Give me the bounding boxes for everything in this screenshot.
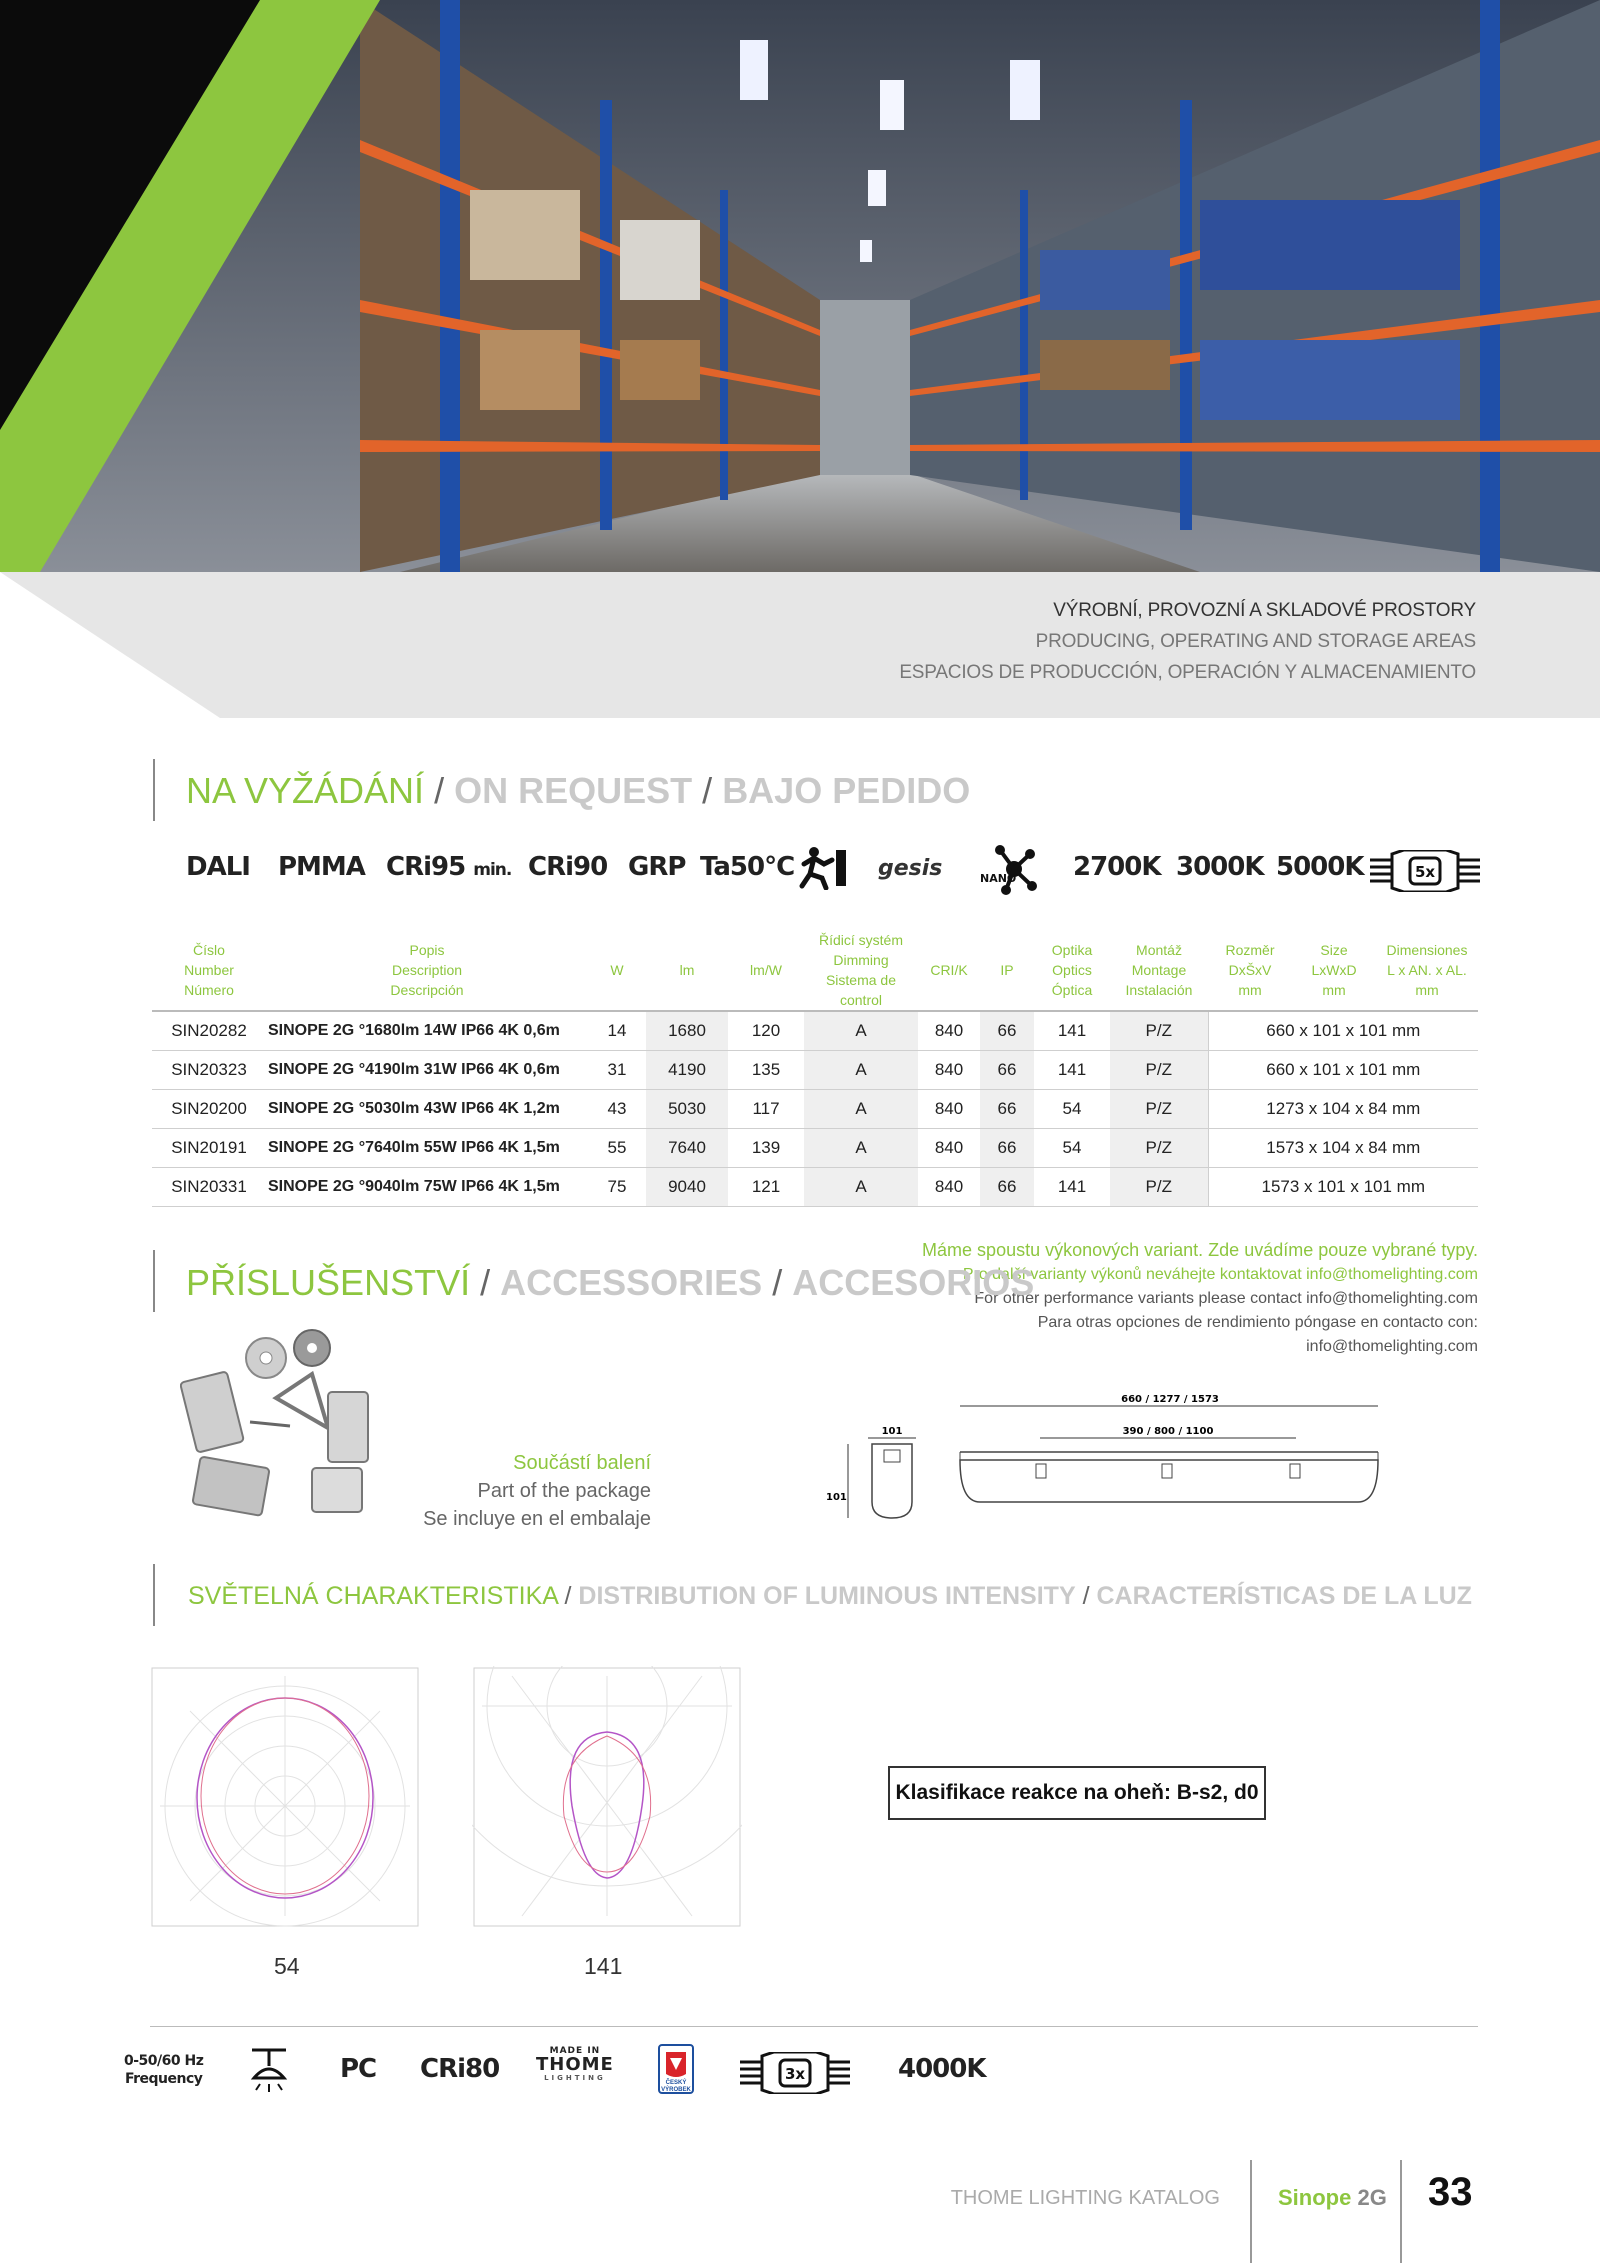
- cell-w: 31: [588, 1051, 646, 1090]
- made-in-label: MADE IN: [549, 2046, 601, 2056]
- 5x-label: 5x: [1414, 863, 1436, 881]
- title-separator: /: [772, 1262, 783, 1303]
- header-line: mm: [1238, 982, 1262, 998]
- header-line: Number: [184, 962, 234, 978]
- header-line: Montage: [1131, 962, 1187, 978]
- cell-dimensions: 1573 x 101 x 101 mm: [1208, 1168, 1478, 1207]
- header-line: Optics: [1052, 962, 1092, 978]
- header-line: W: [610, 962, 624, 978]
- header-line: lm/W: [750, 962, 782, 978]
- header-line: L x AN. x AL.: [1387, 962, 1467, 978]
- drawing-length-label: 660 / 1277 / 1573: [1121, 1394, 1219, 1405]
- hero-warehouse-image: [0, 0, 1600, 572]
- gesis-logo: gesis: [878, 856, 943, 881]
- feature-3000k: 3000K: [1176, 852, 1264, 882]
- divider: [150, 2026, 1478, 2027]
- ceiling-mount-icon: [248, 2046, 290, 2097]
- cell-ip: 66: [980, 1090, 1034, 1129]
- footer-product-version: 2G: [1357, 2185, 1387, 2210]
- feature-ta: Ta50°C: [700, 852, 795, 882]
- cell-dim: A: [804, 1051, 918, 1090]
- cell-mount: P/Z: [1110, 1090, 1208, 1129]
- czech-product-icon: [658, 2044, 694, 2094]
- cell-ip: 66: [980, 1011, 1034, 1051]
- frequency-badge: [124, 2052, 203, 2088]
- table-header-cell: [1376, 930, 1478, 1011]
- cell-dimensions: 1573 x 104 x 84 mm: [1208, 1129, 1478, 1168]
- drawing-height-label: 101: [826, 1492, 847, 1503]
- cell-dimensions: 1273 x 104 x 84 mm: [1208, 1090, 1478, 1129]
- cell-w: 55: [588, 1129, 646, 1168]
- cell-w: 14: [588, 1011, 646, 1051]
- dimension-drawing: [800, 1384, 1380, 1549]
- header-line: mm: [1415, 982, 1439, 998]
- header-line: IP: [1000, 962, 1014, 978]
- header-line: Číslo: [193, 942, 225, 958]
- cell-dimensions: 660 x 101 x 101 mm: [1208, 1011, 1478, 1051]
- cell-dim: A: [804, 1011, 918, 1051]
- light-heading: [188, 1582, 1472, 1611]
- title-separator: /: [702, 770, 713, 811]
- cell-crik: 840: [918, 1129, 980, 1168]
- header-line: Size: [1320, 942, 1348, 958]
- polar-label-141: 141: [584, 1953, 623, 1979]
- accessories-image: [180, 1328, 420, 1523]
- title-separator: /: [1082, 1582, 1090, 1610]
- variants-note-email: info@thomelighting.com: [1306, 1338, 1478, 1355]
- frequency-label: Frequency: [124, 2071, 203, 2087]
- table-row: [152, 1051, 1478, 1090]
- variants-note-en: For other performance variants please contact info@thomelighting.com: [974, 1290, 1478, 1307]
- header-line: CRI/K: [930, 962, 968, 978]
- polar-chart-141: [472, 1666, 742, 1928]
- feature-cri80: CRi80: [420, 2054, 500, 2084]
- fire-classification-text: Klasifikace reakce na oheň: B-s2, d0: [895, 1781, 1259, 1804]
- header-line: mm: [1322, 982, 1346, 998]
- polar-chart-54: [150, 1666, 420, 1928]
- feature-grp: GRP: [628, 852, 686, 882]
- light-title-en: DISTRIBUTION OF LUMINOUS INTENSITY: [578, 1582, 1076, 1610]
- cell-lm: 7640: [646, 1129, 728, 1168]
- cell-w: 75: [588, 1168, 646, 1207]
- header-line: Dimensiones: [1386, 942, 1468, 958]
- cell-lm: 5030: [646, 1090, 728, 1129]
- banner-line-cz: VÝROBNÍ, PROVOZNÍ A SKLADOVÉ PROSTORY: [1053, 600, 1476, 621]
- cell-dim: A: [804, 1129, 918, 1168]
- drawing-width-label: 101: [881, 1426, 903, 1437]
- cell-lmw: 139: [728, 1129, 804, 1168]
- fire-classification-box: [888, 1766, 1266, 1820]
- thome-brand: THOME: [536, 2054, 614, 2075]
- banner-line-es: ESPACIOS DE PRODUCCIÓN, OPERACIÓN Y ALMACENAMIENTO: [899, 662, 1476, 683]
- feature-2700k: 2700K: [1073, 852, 1161, 882]
- nano-label: NANO: [980, 872, 1017, 885]
- feature-pmma: PMMA: [278, 852, 365, 882]
- category-banner: [0, 572, 1600, 718]
- table-row: [152, 1090, 1478, 1129]
- feature-4000k: 4000K: [898, 2054, 986, 2084]
- table-header-cell: [588, 930, 646, 1011]
- drawing-spacing-label: 390 / 800 / 1100: [1122, 1426, 1214, 1437]
- spec-table: [152, 930, 1478, 1207]
- footer-product-name: Sinope: [1278, 2185, 1352, 2210]
- header-line: LxWxD: [1311, 962, 1357, 978]
- on-request-title-en: ON REQUEST: [454, 770, 693, 811]
- wiring-5x-icon: [1370, 850, 1480, 897]
- cell-lmw: 117: [728, 1090, 804, 1129]
- cell-mount: P/Z: [1110, 1168, 1208, 1207]
- footer-catalog-name: THOME LIGHTING KATALOG: [950, 2187, 1220, 2209]
- table-header-row: [152, 930, 1478, 1011]
- table-header-cell: [266, 930, 588, 1011]
- header-line: DxŠxV: [1228, 962, 1272, 978]
- cell-lm: 9040: [646, 1168, 728, 1207]
- section-bar: [153, 759, 155, 821]
- cell-dimensions: 660 x 101 x 101 mm: [1208, 1051, 1478, 1090]
- header-line: Sistema de control: [825, 972, 897, 1008]
- czech-product-label: ČESKÝ VÝROBEK: [661, 2080, 691, 2093]
- cell-desc: SINOPE 2G °5030lm 43W IP66 4K 1,2m: [266, 1090, 588, 1129]
- cell-number: SIN20191: [152, 1129, 266, 1168]
- title-separator: /: [434, 770, 445, 811]
- feature-dali: DALI: [186, 852, 250, 882]
- on-request-title-cz: NA VYŽÁDÁNÍ: [186, 770, 425, 811]
- cell-w: 43: [588, 1090, 646, 1129]
- cell-ip: 66: [980, 1051, 1034, 1090]
- title-separator: /: [564, 1582, 572, 1610]
- cell-ip: 66: [980, 1168, 1034, 1207]
- package-label-es: Se incluye en el embalaje: [423, 1508, 651, 1530]
- feature-cri95: [386, 852, 511, 882]
- 3x-label: 3x: [784, 2065, 806, 2083]
- table-row: [152, 1011, 1478, 1051]
- header-line: Popis: [409, 942, 445, 958]
- cell-optics: 54: [1034, 1129, 1110, 1168]
- package-label-cz: Součástí balení: [513, 1452, 651, 1474]
- table-header-cell: [1110, 930, 1208, 1011]
- header-line: Řídicí systém: [818, 932, 903, 948]
- cell-mount: P/Z: [1110, 1011, 1208, 1051]
- header-line: lm: [679, 962, 695, 978]
- cell-mount: P/Z: [1110, 1129, 1208, 1168]
- variants-note-es: Para otras opciones de rendimiento póngase en contacto con:: [1037, 1314, 1478, 1331]
- cell-desc: SINOPE 2G °4190lm 31W IP66 4K 0,6m: [266, 1051, 588, 1090]
- header-line: Descripción: [390, 982, 464, 998]
- accessories-title-cz: PŘÍSLUŠENSTVÍ: [186, 1262, 471, 1303]
- table-header-cell: [980, 930, 1034, 1011]
- banner-line-en: PRODUCING, OPERATING AND STORAGE AREAS: [1035, 631, 1476, 652]
- cell-number: SIN20282: [152, 1011, 266, 1051]
- accessories-title-en: ACCESSORIES: [500, 1262, 763, 1303]
- cell-lm: 4190: [646, 1051, 728, 1090]
- cell-mount: P/Z: [1110, 1051, 1208, 1090]
- header-line: Número: [184, 982, 234, 998]
- cri95-suffix: min.: [473, 860, 512, 880]
- table-header-cell: [918, 930, 980, 1011]
- lighting-label: LIGHTING: [544, 2074, 606, 2082]
- light-title-cz: SVĚTELNÁ CHARAKTERISTIKA: [188, 1582, 558, 1610]
- cell-dim: A: [804, 1168, 918, 1207]
- cell-lmw: 120: [728, 1011, 804, 1051]
- header-line: Instalación: [1125, 982, 1193, 998]
- cell-crik: 840: [918, 1168, 980, 1207]
- title-separator: /: [480, 1262, 491, 1303]
- header-line: Óptica: [1051, 982, 1093, 998]
- polar-label-54: 54: [274, 1953, 300, 1979]
- cell-number: SIN20331: [152, 1168, 266, 1207]
- section-bar: [153, 1250, 155, 1312]
- accessories-heading: [186, 1262, 1034, 1304]
- cell-lmw: 135: [728, 1051, 804, 1090]
- table-row: [152, 1168, 1478, 1207]
- table-header-cell: [804, 930, 918, 1011]
- light-title-es: CARACTERÍSTICAS DE LA LUZ: [1096, 1582, 1472, 1610]
- nano-icon: [980, 842, 1040, 901]
- header-line: Optika: [1051, 942, 1093, 958]
- cell-lmw: 121: [728, 1168, 804, 1207]
- table-header-cell: [152, 930, 266, 1011]
- table-header-cell: [728, 930, 804, 1011]
- cell-number: SIN20200: [152, 1090, 266, 1129]
- frequency-value: 0-50/60 Hz: [124, 2053, 204, 2069]
- cell-optics: 141: [1034, 1051, 1110, 1090]
- cri95-value: CRi95: [386, 852, 466, 882]
- cell-crik: 840: [918, 1090, 980, 1129]
- cell-dim: A: [804, 1090, 918, 1129]
- cell-lm: 1680: [646, 1011, 728, 1051]
- emergency-exit-icon: [796, 846, 848, 895]
- feature-pc: PC: [340, 2054, 377, 2084]
- header-line: Montáž: [1136, 942, 1182, 958]
- on-request-title-es: BAJO PEDIDO: [722, 770, 971, 811]
- table-header-cell: [1034, 930, 1110, 1011]
- cell-crik: 840: [918, 1011, 980, 1051]
- table-row: [152, 1129, 1478, 1168]
- footer-product: [1278, 2185, 1387, 2211]
- page-number: 33: [1428, 2170, 1473, 2214]
- cell-crik: 840: [918, 1051, 980, 1090]
- table-header-cell: [646, 930, 728, 1011]
- footer-divider: [1250, 2160, 1252, 2263]
- variants-note-cz-contact: Pro další varianty výkonů neváhejte kontaktovat info@thomelighting.com: [962, 1266, 1478, 1283]
- variants-note-cz: Máme spoustu výkonových variant. Zde uvádíme pouze vybrané typy.: [922, 1240, 1478, 1260]
- table-header-cell: [1208, 930, 1292, 1011]
- cell-ip: 66: [980, 1129, 1034, 1168]
- header-line: Description: [391, 962, 463, 978]
- cell-desc: SINOPE 2G °7640lm 55W IP66 4K 1,5m: [266, 1129, 588, 1168]
- table-header-cell: [1292, 930, 1376, 1011]
- feature-cri90: CRi90: [528, 852, 608, 882]
- cell-desc: SINOPE 2G °1680lm 14W IP66 4K 0,6m: [266, 1011, 588, 1051]
- made-in-thome-logo: [536, 2046, 614, 2082]
- cell-desc: SINOPE 2G °9040lm 75W IP66 4K 1,5m: [266, 1168, 588, 1207]
- on-request-heading: [186, 770, 970, 812]
- accessories-title-es: ACCESORIOS: [792, 1262, 1035, 1303]
- header-line: Rozměr: [1225, 942, 1275, 958]
- cell-optics: 54: [1034, 1090, 1110, 1129]
- section-bar: [153, 1564, 155, 1626]
- package-label-en: Part of the package: [477, 1480, 651, 1502]
- wiring-3x-icon: [740, 2052, 850, 2099]
- feature-5000k: 5000K: [1276, 852, 1364, 882]
- cell-number: SIN20323: [152, 1051, 266, 1090]
- header-line: Dimming: [833, 952, 889, 968]
- footer-divider: [1400, 2160, 1402, 2263]
- cell-optics: 141: [1034, 1011, 1110, 1051]
- cell-optics: 141: [1034, 1168, 1110, 1207]
